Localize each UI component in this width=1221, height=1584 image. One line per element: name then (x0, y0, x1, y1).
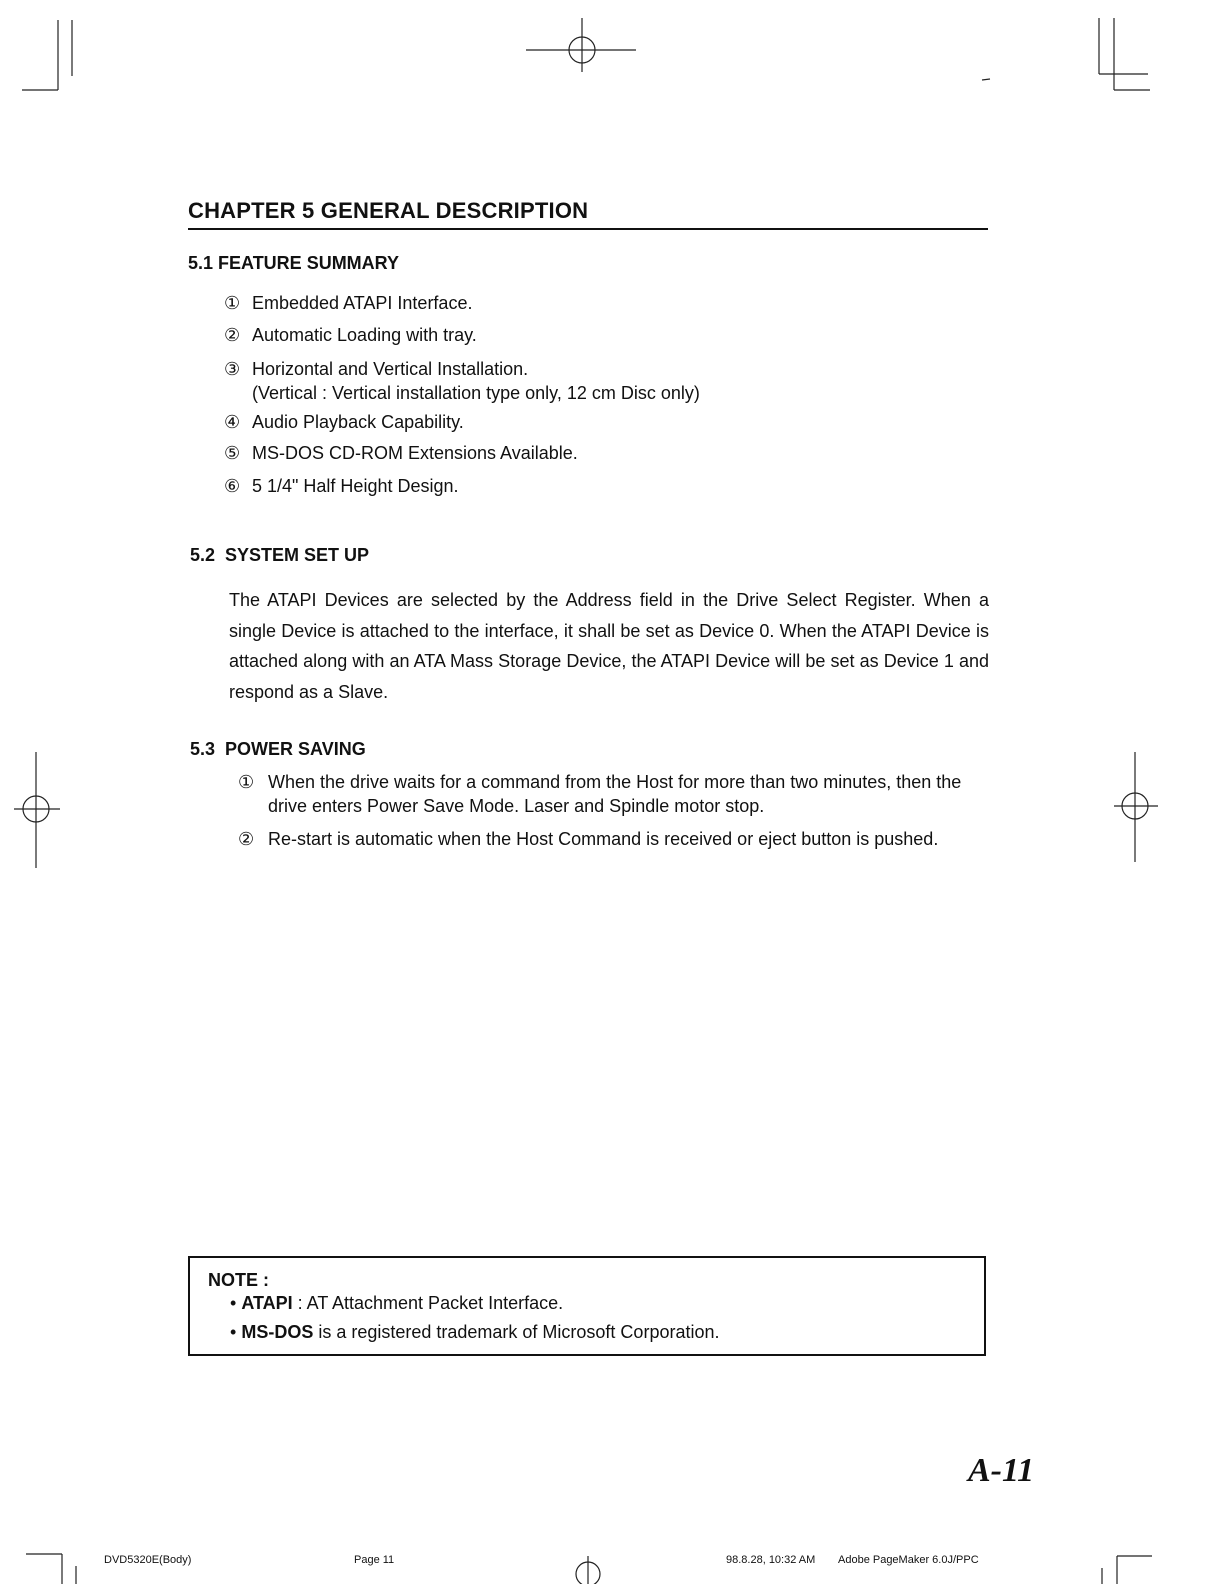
item-number: ② (224, 325, 241, 345)
item-text: Horizontal and Vertical Installation. (252, 359, 529, 379)
section-heading-power-saving: 5.3 POWER SAVING (190, 739, 366, 759)
item-text: Re-start is automatic when the Host Command is received or eject button is pushed. (268, 829, 939, 849)
list-item (224, 441, 578, 465)
bullet: • (230, 1293, 237, 1313)
item-text: When the drive waits for a command from the Host for more than two minutes, then the drive enters Power Save Mode. Laser and Spindle motor stop. (268, 772, 962, 816)
list-item (224, 410, 464, 434)
list-item (224, 323, 477, 347)
item-number: ② (238, 829, 255, 849)
item-text: Embedded ATAPI Interface. (252, 293, 473, 313)
item-number: ① (238, 772, 255, 792)
chapter-title: CHAPTER 5 GENERAL DESCRIPTION (188, 198, 589, 223)
note-text: is a registered trademark of Microsoft Corporation. (313, 1322, 720, 1342)
section-heading-feature-summary: 5.1 FEATURE SUMMARY (188, 253, 400, 273)
note-box (188, 1256, 986, 1356)
note-label: NOTE : (208, 1270, 269, 1290)
item-number: ③ (224, 359, 241, 379)
note-text: : AT Attachment Packet Interface. (292, 1293, 564, 1313)
note-item (230, 1322, 720, 1343)
item-subtext: (Vertical : Vertical installation type only, 12 cm Disc only) (252, 383, 700, 403)
list-item (224, 291, 472, 315)
note-term: ATAPI (241, 1293, 293, 1313)
bullet: • (230, 1322, 237, 1342)
item-text: Audio Playback Capability. (252, 412, 464, 432)
list-item (238, 770, 988, 818)
section-heading-system-setup: 5.2 SYSTEM SET UP (190, 545, 370, 565)
item-text: MS-DOS CD-ROM Extensions Available. (252, 443, 578, 463)
page-number: A-11 (968, 1452, 1035, 1489)
list-item (224, 357, 700, 405)
item-number: ④ (224, 412, 241, 432)
item-number: ⑥ (224, 476, 241, 496)
item-text: Automatic Loading with tray. (252, 325, 477, 345)
footer-page: Page 11 (354, 1554, 395, 1566)
footer-software: Adobe PageMaker 6.0J/PPC (838, 1554, 979, 1566)
list-item (238, 827, 988, 852)
list-item (224, 474, 459, 498)
footer-timestamp: 98.8.28, 10:32 AM (726, 1554, 816, 1566)
footer-file: DVD5320E(Body) (104, 1554, 192, 1566)
system-setup-paragraph: The ATAPI Devices are selected by the Address field in the Drive Select Register. When a single Device is attached to the interface, it shall be set as Device 0. When the ATAPI Device is attached along with an ATA Mass Storage Device, the ATAPI Device will be set as Device 1 and respond as a Slave. (229, 590, 989, 702)
note-term: MS-DOS (241, 1322, 314, 1342)
item-number: ⑤ (224, 443, 241, 463)
item-number: ① (224, 293, 241, 313)
note-item (230, 1293, 563, 1314)
item-text: 5 1/4" Half Height Design. (252, 476, 459, 496)
chapter-title-rule (188, 228, 988, 230)
